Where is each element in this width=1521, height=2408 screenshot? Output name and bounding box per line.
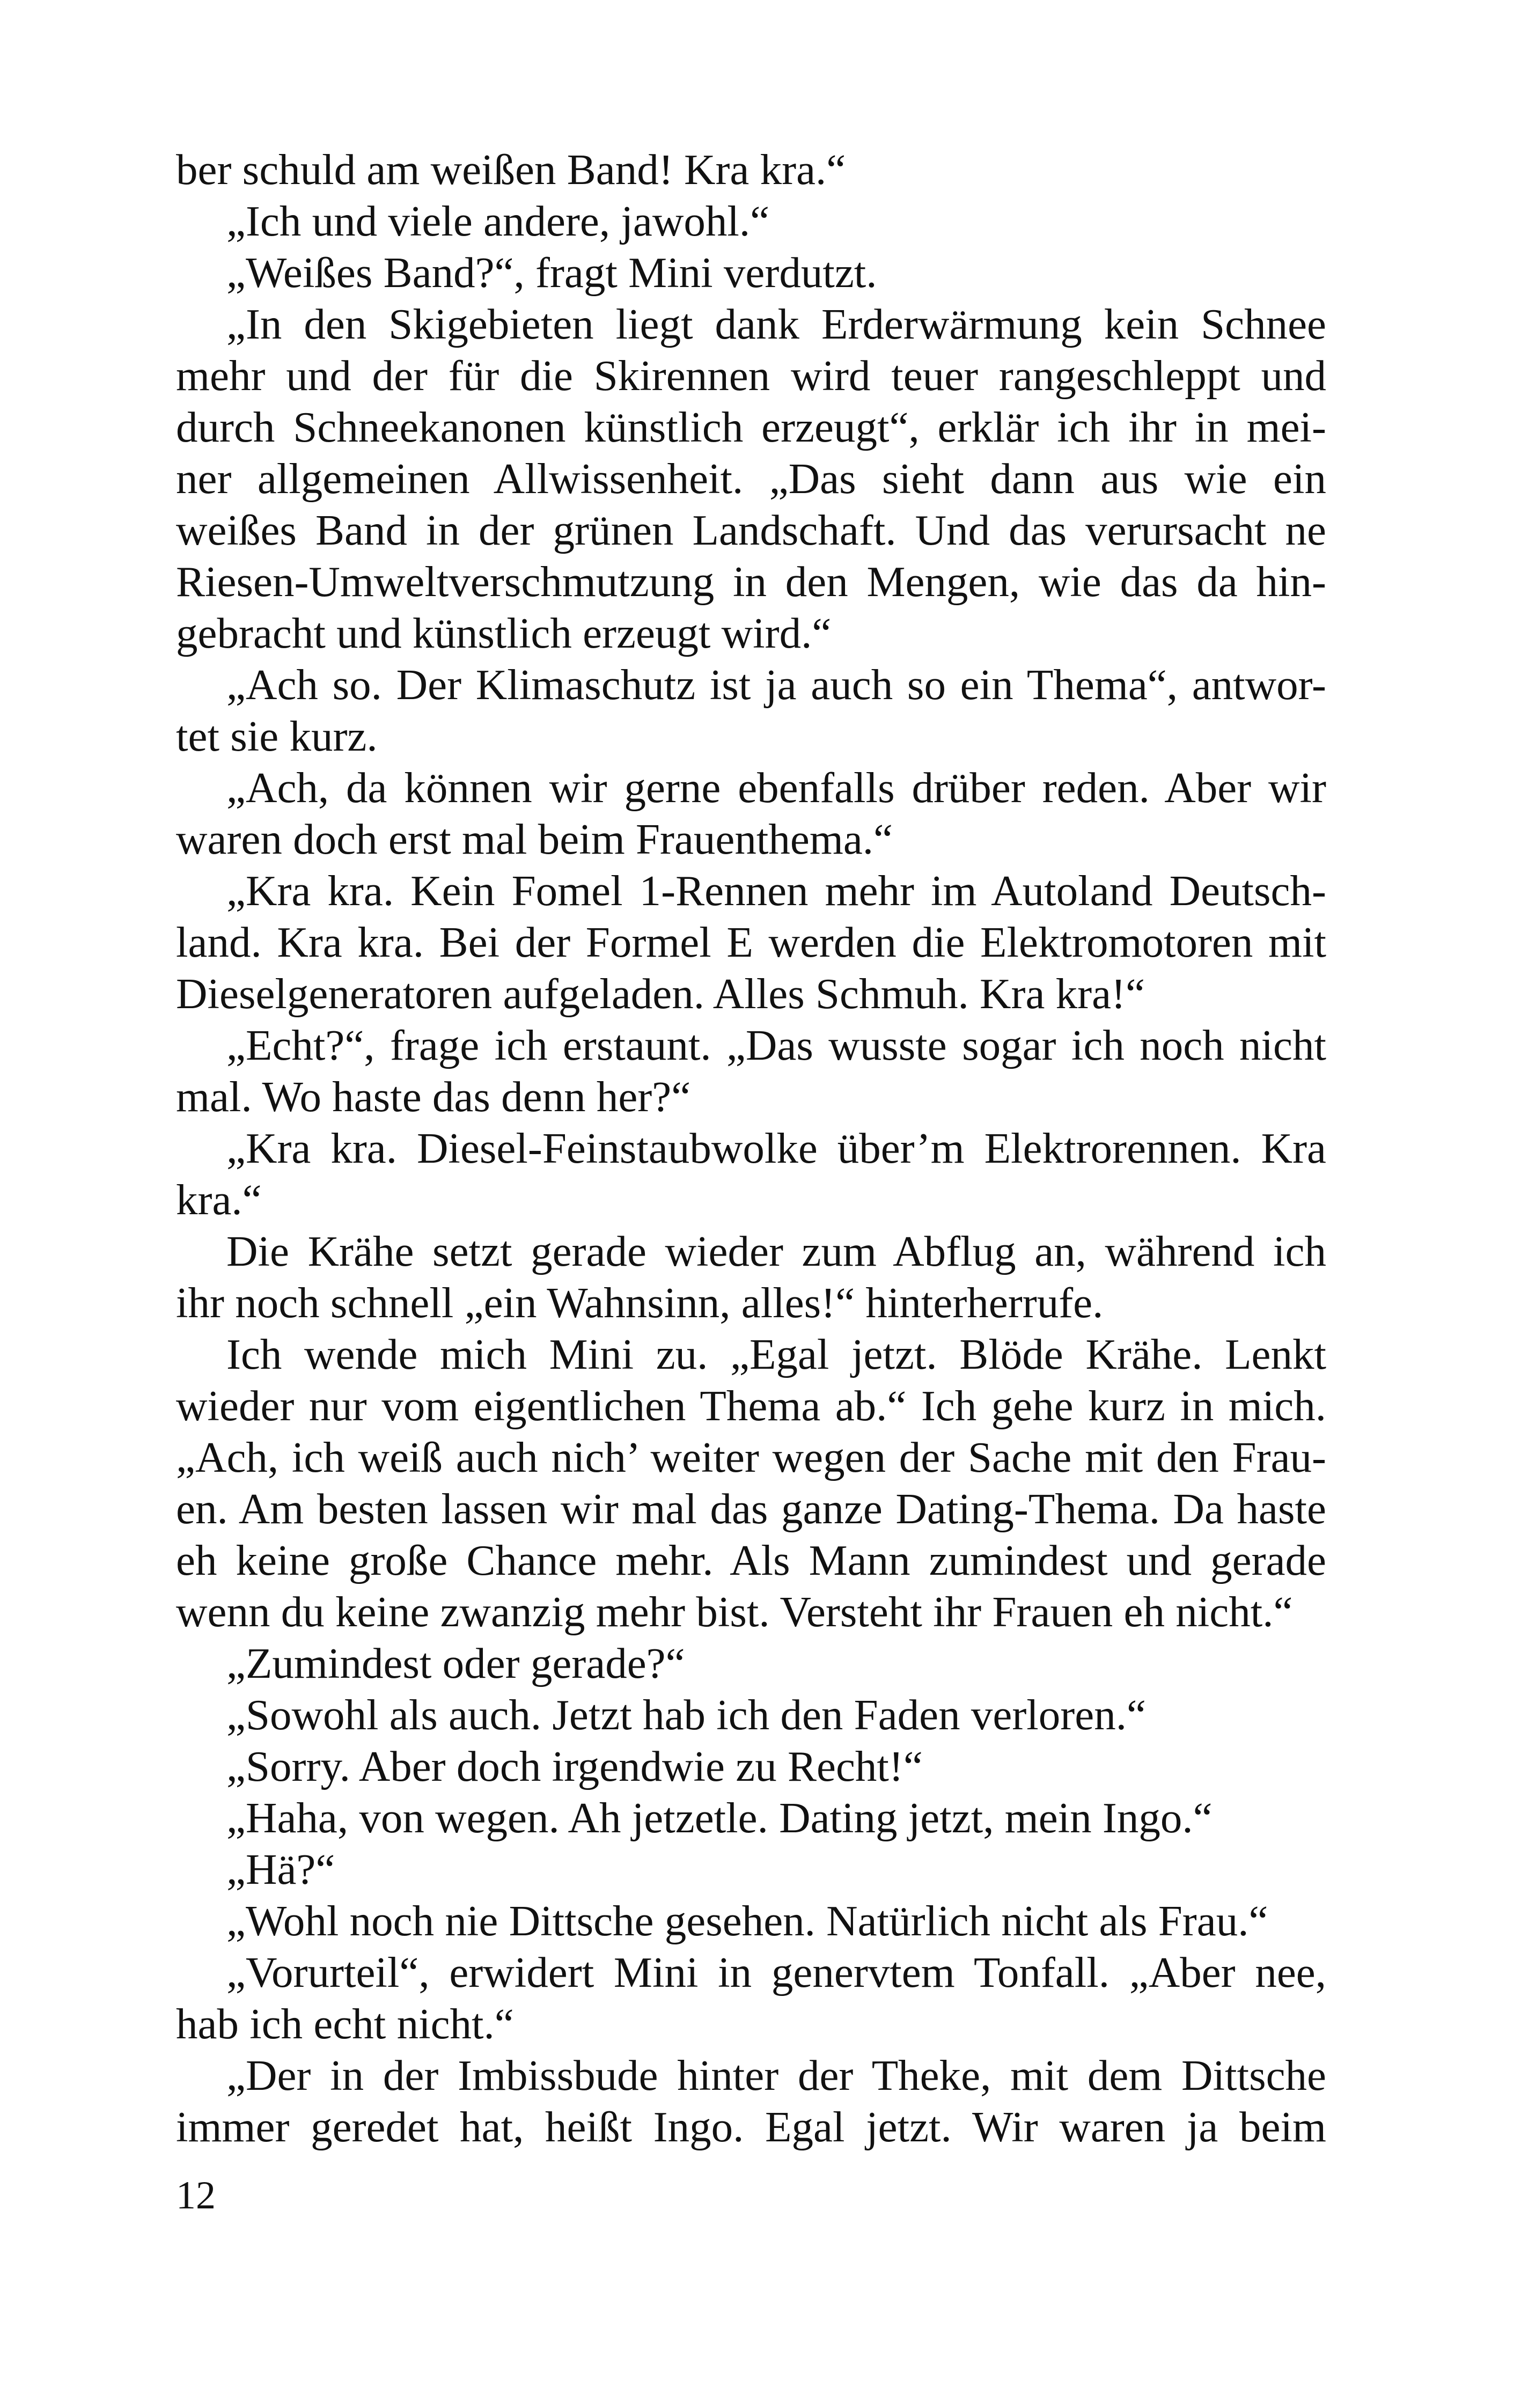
text-line: „Kra kra. Diesel-Feinstaubwolke über’m Elektrorennen. Kra: [226, 1124, 1326, 1172]
text-line: ihr noch schnell „ein Wahnsinn, alles!“ hinterherrufe.: [176, 1279, 1104, 1327]
text-line: immer geredet hat, heißt Ingo. Egal jetzt. Wir waren ja beim: [176, 2103, 1326, 2151]
text-line: „Echt?“, frage ich erstaunt. „Das wusste sogar ich noch nicht: [226, 1021, 1326, 1069]
text-line: „Ach, ich weiß auch nich’ weiter wegen der Sache mit den Frau-: [176, 1433, 1326, 1481]
text-line: Ich wende mich Mini zu. „Egal jetzt. Blöde Krähe. Lenkt: [226, 1330, 1326, 1378]
text-line: „Ach, da können wir gerne ebenfalls drüber reden. Aber wir: [226, 763, 1326, 812]
text-line: „Sowohl als auch. Jetzt hab ich den Faden verloren.“: [226, 1691, 1146, 1739]
text-line: „Haha, von wegen. Ah jetzetle. Dating jetzt, mein Ingo.“: [226, 1794, 1213, 1842]
text-line: ber schuld am weißen Band! Kra kra.“: [176, 145, 846, 194]
text-line: weißes Band in der grünen Landschaft. Und das verursacht ne: [176, 506, 1326, 554]
text-line: wieder nur vom eigentlichen Thema ab.“ Ich gehe kurz in mich.: [176, 1382, 1326, 1430]
text-line: eh keine große Chance mehr. Als Mann zumindest und gerade: [176, 1536, 1326, 1584]
text-line: durch Schneekanonen künstlich erzeugt“, erklär ich ihr in mei-: [176, 403, 1326, 451]
text-line: „Der in der Imbissbude hinter der Theke, mit dem Dittsche: [226, 2051, 1326, 2099]
text-line: ner allgemeinen Allwissenheit. „Das sieht dann aus wie ein: [176, 454, 1326, 503]
text-line: „Weißes Band?“, fragt Mini verdutzt.: [226, 248, 877, 297]
text-line: gebracht und künstlich erzeugt wird.“: [176, 609, 832, 657]
text-line: tet sie kurz.: [176, 712, 378, 760]
text-line: wenn du keine zwanzig mehr bist. Versteht ihr Frauen eh nicht.“: [176, 1588, 1293, 1636]
text-line: Riesen-Umweltverschmutzung in den Mengen, wie das da hin-: [176, 557, 1326, 606]
text-line: hab ich echt nicht.“: [176, 2000, 514, 2048]
text-line: en. Am besten lassen wir mal das ganze Dating-Thema. Da haste: [176, 1485, 1326, 1533]
text-line: „In den Skigebieten liegt dank Erderwärmung kein Schnee: [226, 300, 1326, 348]
text-line: mehr und der für die Skirennen wird teuer rangeschleppt und: [176, 351, 1326, 400]
text-line: „Hä?“: [226, 1845, 335, 1893]
text-line: waren doch erst mal beim Frauenthema.“: [176, 815, 893, 863]
text-line: „Kra kra. Kein Fomel 1-Rennen mehr im Autoland Deutsch-: [226, 867, 1326, 915]
page-number: 12: [176, 2174, 216, 2218]
text-line: Dieselgeneratoren aufgeladen. Alles Schmuh. Kra kra!“: [176, 970, 1145, 1018]
text-line: mal. Wo haste das denn her?“: [176, 1073, 691, 1121]
text-line: Die Krähe setzt gerade wieder zum Abflug an, während ich: [226, 1227, 1326, 1275]
text-line: „Zumindest oder gerade?“: [226, 1639, 685, 1687]
text-line: land. Kra kra. Bei der Formel E werden die Elektromotoren mit: [176, 918, 1326, 966]
text-line: kra.“: [176, 1176, 262, 1224]
text-line: „Ach so. Der Klimaschutz ist ja auch so ein Thema“, antwor-: [226, 660, 1326, 709]
text-line: „Wohl noch nie Dittsche gesehen. Natürlich nicht als Frau.“: [226, 1897, 1268, 1945]
text-line: „Ich und viele andere, jawohl.“: [226, 197, 770, 245]
text-line: „Sorry. Aber doch irgendwie zu Recht!“: [226, 1742, 923, 1790]
body-text: [176, 144, 1326, 2153]
text-line: „Vorurteil“, erwidert Mini in genervtem Tonfall. „Aber nee,: [226, 1948, 1326, 1996]
